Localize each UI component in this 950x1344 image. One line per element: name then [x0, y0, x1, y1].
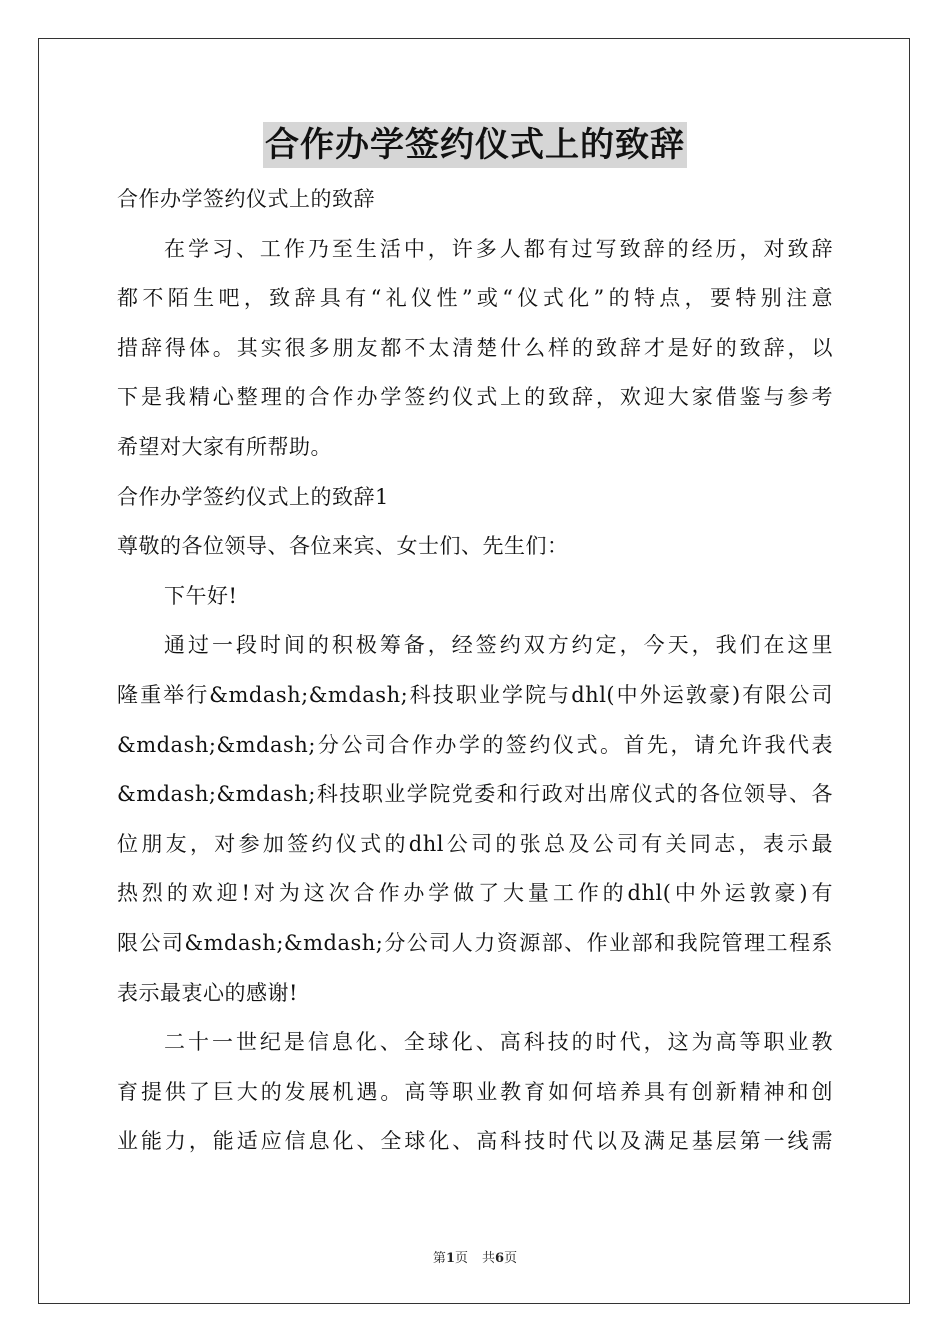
page-footer	[0, 1247, 950, 1266]
text-line: 限公司&mdash;&mdash;分公司人力资源部、作业部和我院管理工程系	[117, 930, 833, 955]
text-line: 措辞得体。其实很多朋友都不太清楚什么样的致辞才是好的致辞，以	[117, 335, 833, 360]
page-prefix: 第	[432, 1251, 446, 1266]
text-line: 在学习、工作乃至生活中，许多人都有过写致辞的经历，对致辞	[164, 236, 833, 261]
text-line: 表示最衷心的感谢!	[117, 980, 298, 1005]
text-line: &mdash;&mdash;科技职业学院党委和行政对出席仪式的各位领导、各	[117, 782, 833, 807]
total-suffix: 页	[504, 1251, 518, 1266]
total-pages: 6	[495, 1251, 505, 1266]
text-line: 都不陌生吧，致辞具有“礼仪性”或“仪式化”的特点，要特别注意	[117, 286, 833, 311]
text-line: 位朋友，对参加签约仪式的dhl公司的张总及公司有关同志，表示最	[117, 831, 833, 856]
page-number: 1	[445, 1251, 455, 1266]
document-body	[117, 175, 833, 1167]
text-line: 通过一段时间的积极筹备，经签约双方约定，今天，我们在这里	[164, 633, 833, 658]
text-line: 热烈的欢迎!对为这次合作办学做了大量工作的dhl(中外运敦豪)有	[117, 881, 833, 906]
page-suffix: 页	[454, 1251, 468, 1266]
text-line: 隆重举行&mdash;&mdash;科技职业学院与dhl(中外运敦豪)有限公司	[117, 682, 833, 707]
title-area	[0, 122, 950, 168]
text-line: 尊敬的各位领导、各位来宾、女士们、先生们：	[117, 534, 569, 559]
text-line: 二十一世纪是信息化、全球化、高科技的时代，这为高等职业教	[164, 1030, 833, 1055]
total-prefix: 共	[482, 1251, 496, 1266]
document-title: 合作办学签约仪式上的致辞	[263, 122, 687, 168]
text-line: 合作办学签约仪式上的致辞1	[117, 484, 389, 509]
text-line: 下是我精心整理的合作办学签约仪式上的致辞，欢迎大家借鉴与参考	[117, 385, 833, 410]
text-line: 希望对大家有所帮助。	[117, 434, 332, 459]
text-line: 合作办学签约仪式上的致辞	[117, 187, 375, 211]
text-line: 下午好!	[164, 583, 238, 608]
text-line: 育提供了巨大的发展机遇。高等职业教育如何培养具有创新精神和创	[117, 1079, 833, 1104]
text-line: 业能力，能适应信息化、全球化、高科技时代以及满足基层第一线需	[117, 1129, 833, 1154]
text-line: &mdash;&mdash;分公司合作办学的签约仪式。首先，请允许我代表	[117, 732, 833, 757]
